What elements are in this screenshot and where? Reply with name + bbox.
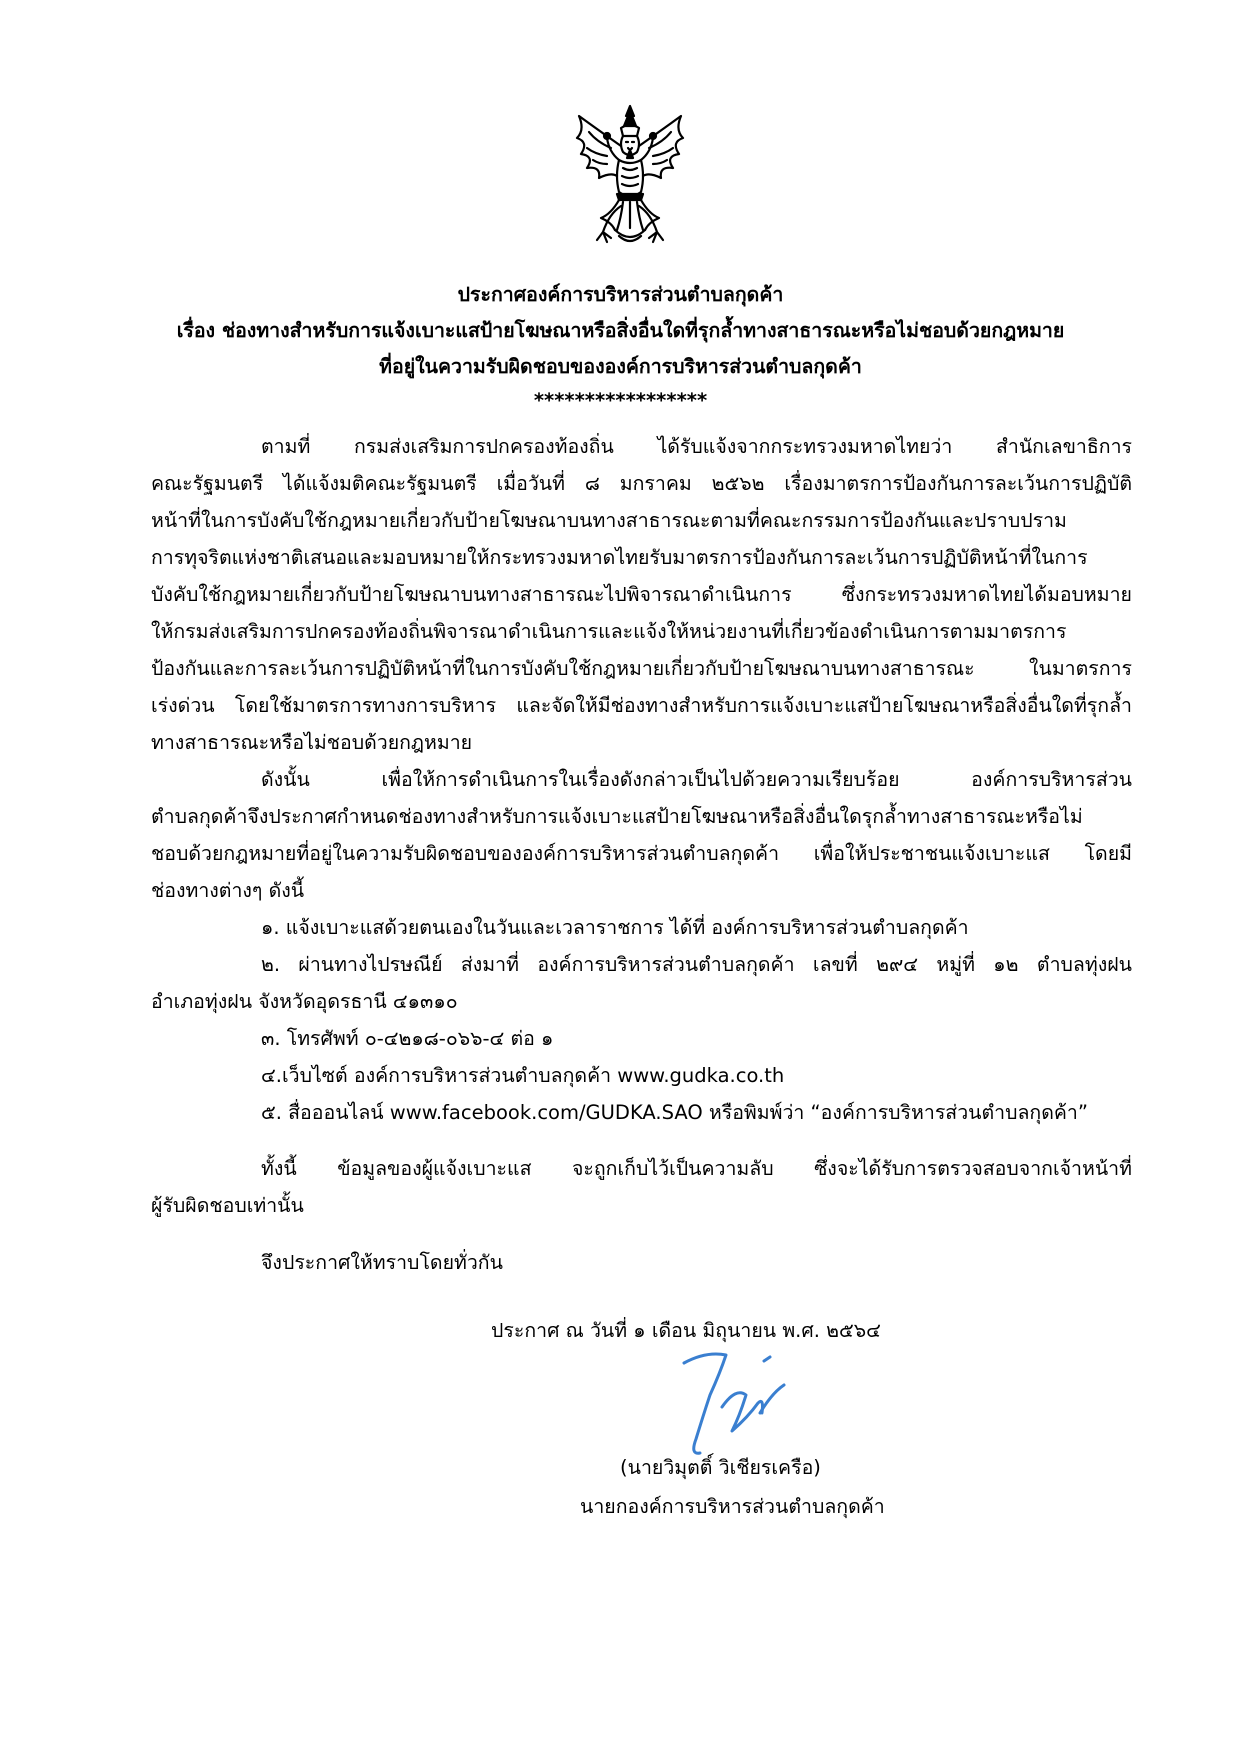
paragraph1-line: บังคับใช้กฎหมายเกี่ยวกับป้ายโฆษณาบนทางสาธารณะไปพิจารณาดำเนินการ ซึ่งกระทรวงมหาดไทยได้มอบหมาย — [151, 583, 1132, 606]
signatory-name: (นายวิมุตติ์ วิเชียรเครือ) — [620, 1456, 821, 1479]
paragraph2-line: ช่องทางต่างๆ ดังนี้ — [151, 879, 305, 902]
channel-item-in-person: ๑. แจ้งเบาะแสด้วยตนเองในวันและเวลาราชการ ได้ที่ องค์การบริหารส่วนตำบลกุดค้า — [261, 916, 969, 939]
paragraph1-line: การทุจริตแห่งชาติเสนอและมอบหมายให้กระทรวงมหาดไทยรับมาตรการป้องกันการละเว้นการปฏิบัติหน้าที่ในการ — [151, 546, 1088, 569]
channel-item-post-address: อำเภอทุ่งฝน จังหวัดอุดรธานี ๔๑๓๑๐ — [151, 990, 458, 1013]
paragraph1-line: คณะรัฐมนตรี ได้แจ้งมติคณะรัฐมนตรี เมื่อวันที่ ๘ มกราคม ๒๕๖๒ เรื่องมาตรการป้องกันการละเว้นการปฏิบัติ — [151, 472, 1132, 495]
header-separator-stars: ***************** — [533, 389, 708, 412]
announcement-subject: เรื่อง ช่องทางสำหรับการแจ้งเบาะแสป้ายโฆษณาหรือสิ่งอื่นใดที่รุกล้ำทางสาธารณะหรือไม่ชอบด้วยกฎหมาย — [176, 319, 1065, 342]
announcement-date: ประกาศ ณ วันที่ ๑ เดือน มิถุนายน พ.ศ. ๒๕๖๔ — [491, 1319, 881, 1342]
paragraph2-line: ชอบด้วยกฎหมายที่อยู่ในความรับผิดชอบขององค์การบริหารส่วนตำบลกุดค้า เพื่อให้ประชาชนแจ้งเบาะแส โดยมี — [151, 842, 1132, 865]
closing-line: จึงประกาศให้ทราบโดยทั่วกัน — [261, 1251, 503, 1274]
paragraph2-line: ดังนั้น เพื่อให้การดำเนินการในเรื่องดังกล่าวเป็นไปด้วยความเรียบร้อย องค์การบริหารส่วน — [261, 768, 1132, 791]
paragraph3-line: ทั้งนี้ ข้อมูลของผู้แจ้งเบาะแส จะถูกเก็บไว้เป็นความลับ ซึ่งจะได้รับการตรวจสอบจากเจ้าหน้าที่ — [261, 1157, 1132, 1180]
paragraph2-line: ตำบลกุดค้าจึงประกาศกำหนดช่องทางสำหรับการแจ้งเบาะแสป้ายโฆษณาหรือสิ่งอื่นใดรุกล้ำทางสาธารณะหรือไม่ — [151, 805, 1083, 828]
channel-item-phone: ๓. โทรศัพท์ ๐-๔๒๑๘-๐๖๖-๔ ต่อ ๑ — [261, 1027, 554, 1050]
paragraph1-line: ตามที่ กรมส่งเสริมการปกครองท้องถิ่น ได้รับแจ้งจากกระทรวงมหาดไทยว่า สำนักเลขาธิการ — [261, 435, 1132, 458]
channel-item-post: ๒. ผ่านทางไปรษณีย์ ส่งมาที่ องค์การบริหารส่วนตำบลกุดค้า เลขที่ ๒๙๔ หมู่ที่ ๑๒ ตำบลทุ่งฝน — [261, 953, 1132, 976]
announcement-subject-cont: ที่อยู่ในความรับผิดชอบขององค์การบริหารส่วนตำบลกุดค้า — [379, 355, 862, 378]
paragraph1-line: หน้าที่ในการบังคับใช้กฎหมายเกี่ยวกับป้ายโฆษณาบนทางสาธารณะตามที่คณะกรรมการป้องกันและปราบปราม — [151, 509, 1067, 532]
channel-item-online: ๕. สื่อออนไลน์ www.facebook.com/GUDKA.SAO หรือพิมพ์ว่า “องค์การบริหารส่วนตำบลกุดค้า” — [261, 1101, 1088, 1124]
signatory-position: นายกองค์การบริหารส่วนตำบลกุดค้า — [580, 1495, 885, 1518]
paragraph1-line: เร่งด่วน โดยใช้มาตรการทางการบริหาร และจัดให้มีช่องทางสำหรับการแจ้งเบาะแสป้ายโฆษณาหรือสิ่งอื่นใดที่รุกล้ำ — [151, 694, 1132, 717]
channel-item-website: ๔.เว็บไซต์ องค์การบริหารส่วนตำบลกุดค้า www.gudka.co.th — [261, 1064, 785, 1087]
paragraph1-line: ป้องกันและการละเว้นการปฏิบัติหน้าที่ในการบังคับใช้กฎหมายเกี่ยวกับป้ายโฆษณาบนทางสาธารณะ ในมาตรการ — [151, 657, 1132, 680]
announcement-title: ประกาศองค์การบริหารส่วนตำบลกุดค้า — [457, 283, 784, 306]
paragraph3-line: ผู้รับผิดชอบเท่านั้น — [151, 1194, 304, 1217]
paragraph1-line: ทางสาธารณะหรือไม่ชอบด้วยกฎหมาย — [151, 731, 473, 754]
garuda-emblem-icon — [571, 102, 689, 248]
paragraph1-line: ให้กรมส่งเสริมการปกครองท้องถิ่นพิจารณาดำเนินการและแจ้งให้หน่วยงานที่เกี่ยวข้องดำเนินการตามมาตรการ — [151, 620, 1067, 643]
